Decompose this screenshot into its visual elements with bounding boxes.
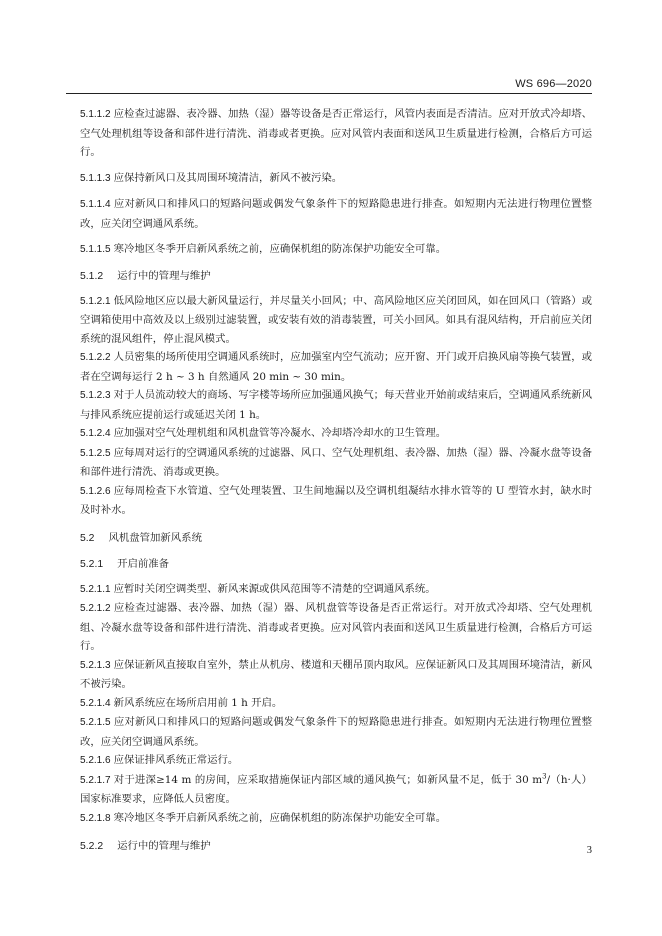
section-heading-5-2-2: 5.2.2 运行中的管理与维护 [80,840,211,852]
clause-5-1-2-6: 5.1.2.6 应每周检查下水管道、空气处理装置、卫生间地漏以及空调机组凝结水排水管等的 U 型管水封，缺水时及时补水。 [80,484,592,516]
section-heading-5-2: 5.2 风机盘管加新风系统 [80,531,202,544]
clause-5-2-1-3: 5.2.1.3 应保证新风直接取自室外，禁止从机房、楼道和天棚吊顶内取风。应保证新风口及其周围环境清洁，新风不被污染。 [80,658,592,690]
clause-5-2-1-2: 5.2.1.2 应检查过滤器、表冷器、加热（湿）器、风机盘管等设备是否正常运行。对开放式冷却塔、空气处理机组、冷凝水盘等设备和部件进行清洗、消毒或者更换。应对风管内表面和送风卫生质量进行检测，合格后方可运行。 [80,602,592,652]
section-heading-5-1-2: 5.1.2 运行中的管理与维护 [80,269,211,282]
page-content [80,105,592,862]
clause-5-1-2-2: 5.1.2.2 人员密集的场所使用空调通风系统时，应加强室内空气流动；应开窗、开门或开启换风扇等换气装置，或者在空调每运行 2 h ~ 3 h 自然通风 20 min ~ 30 min。 [80,351,592,383]
clause-5-2-1-4: 5.2.1.4 新风系统应在场所启用前 1 h 开启。 [80,696,283,709]
clause-5-2-1-6: 5.2.1.6 应保证排风系统正常运行。 [80,754,239,766]
clause-5-2-1-8: 5.2.1.8 寒冷地区冬季开启新风系统之前，应确保机组的防冻保护功能安全可靠。 [80,811,447,824]
clause-5-2-1-5: 5.2.1.5 应对新风口和排风口的短路问题或偶发气象条件下的短路隐患进行排查。如短期内无法进行物理位置整改，应关闭空调通风系统。 [80,716,592,748]
clause-5-1-2-4: 5.1.2.4 应加强对空气处理机组和风机盘管等冷凝水、冷却塔冷却水的卫生管理。 [80,427,447,439]
clause-5-1-1-2: 5.1.1.2 应检查过滤器、表冷器、加热（湿）器等设备是否正常运行，风管内表面是否清洁。应对开放式冷却塔、空气处理机组等设备和部件进行清洗、消毒或者更换。应对风管内表面和送风卫生质量进行检测，合格后方可运行。 [80,108,592,158]
header-rule [66,93,592,94]
clause-5-1-2-5: 5.1.2.5 应每周对运行的空调通风系统的过滤器、风口、空气处理机组、表冷器、加热（湿）器、冷凝水盘等设备和部件进行清洗、消毒或更换。 [80,446,592,478]
clause-5-2-1-7: 5.2.1.7 对于进深≥14 m 的房间，应采取措施保证内部区域的通风换气；如新风量不足，低于 30 $m^3/(h\cdot$人）国家标准要求，应降低人员密度。 [80,772,592,805]
clause-5-2-1-1: 5.2.1.1 应暂时关闭空调类型、新风来源或供风范围等不清楚的空调通风系统。 [80,582,436,595]
clause-5-1-1-3: 5.1.1.3 应保持新风口及其周围环境清洁，新风不被污染。 [80,171,343,184]
clause-5-1-2-3: 5.1.2.3 对于人员流动较大的商场、写字楼等场所应加强通风换气；每天营业开始前或结束后，空调通风系统新风与排风系统应提前运行或延迟关闭 1 h。 [80,389,592,421]
page-number: 3 [586,845,592,856]
clause-5-1-1-4: 5.1.1.4 应对新风口和排风口的短路问题或偶发气象条件下的短路隐患进行排查。如短期内无法进行物理位置整改，应关闭空调通风系统。 [80,198,592,230]
standard-number: WS 696—2020 [515,78,592,90]
section-heading-5-2-1: 5.2.1 开启前准备 [80,557,170,570]
clause-5-1-2-1: 5.1.2.1 低风险地区应以最大新风量运行，并尽量关小回风；中、高风险地区应关闭回风，如在回风口（管路）或空调箱使用中高效及以上级别过滤装置，或安装有效的消毒装置，可关小回风。如具有混风结构，开启前应关闭系统的混风组件，停止混风模式。 [80,294,592,345]
clause-5-1-1-5: 5.1.1.5 寒冷地区冬季开启新风系统之前，应确保机组的防冻保护功能安全可靠。 [80,243,447,255]
